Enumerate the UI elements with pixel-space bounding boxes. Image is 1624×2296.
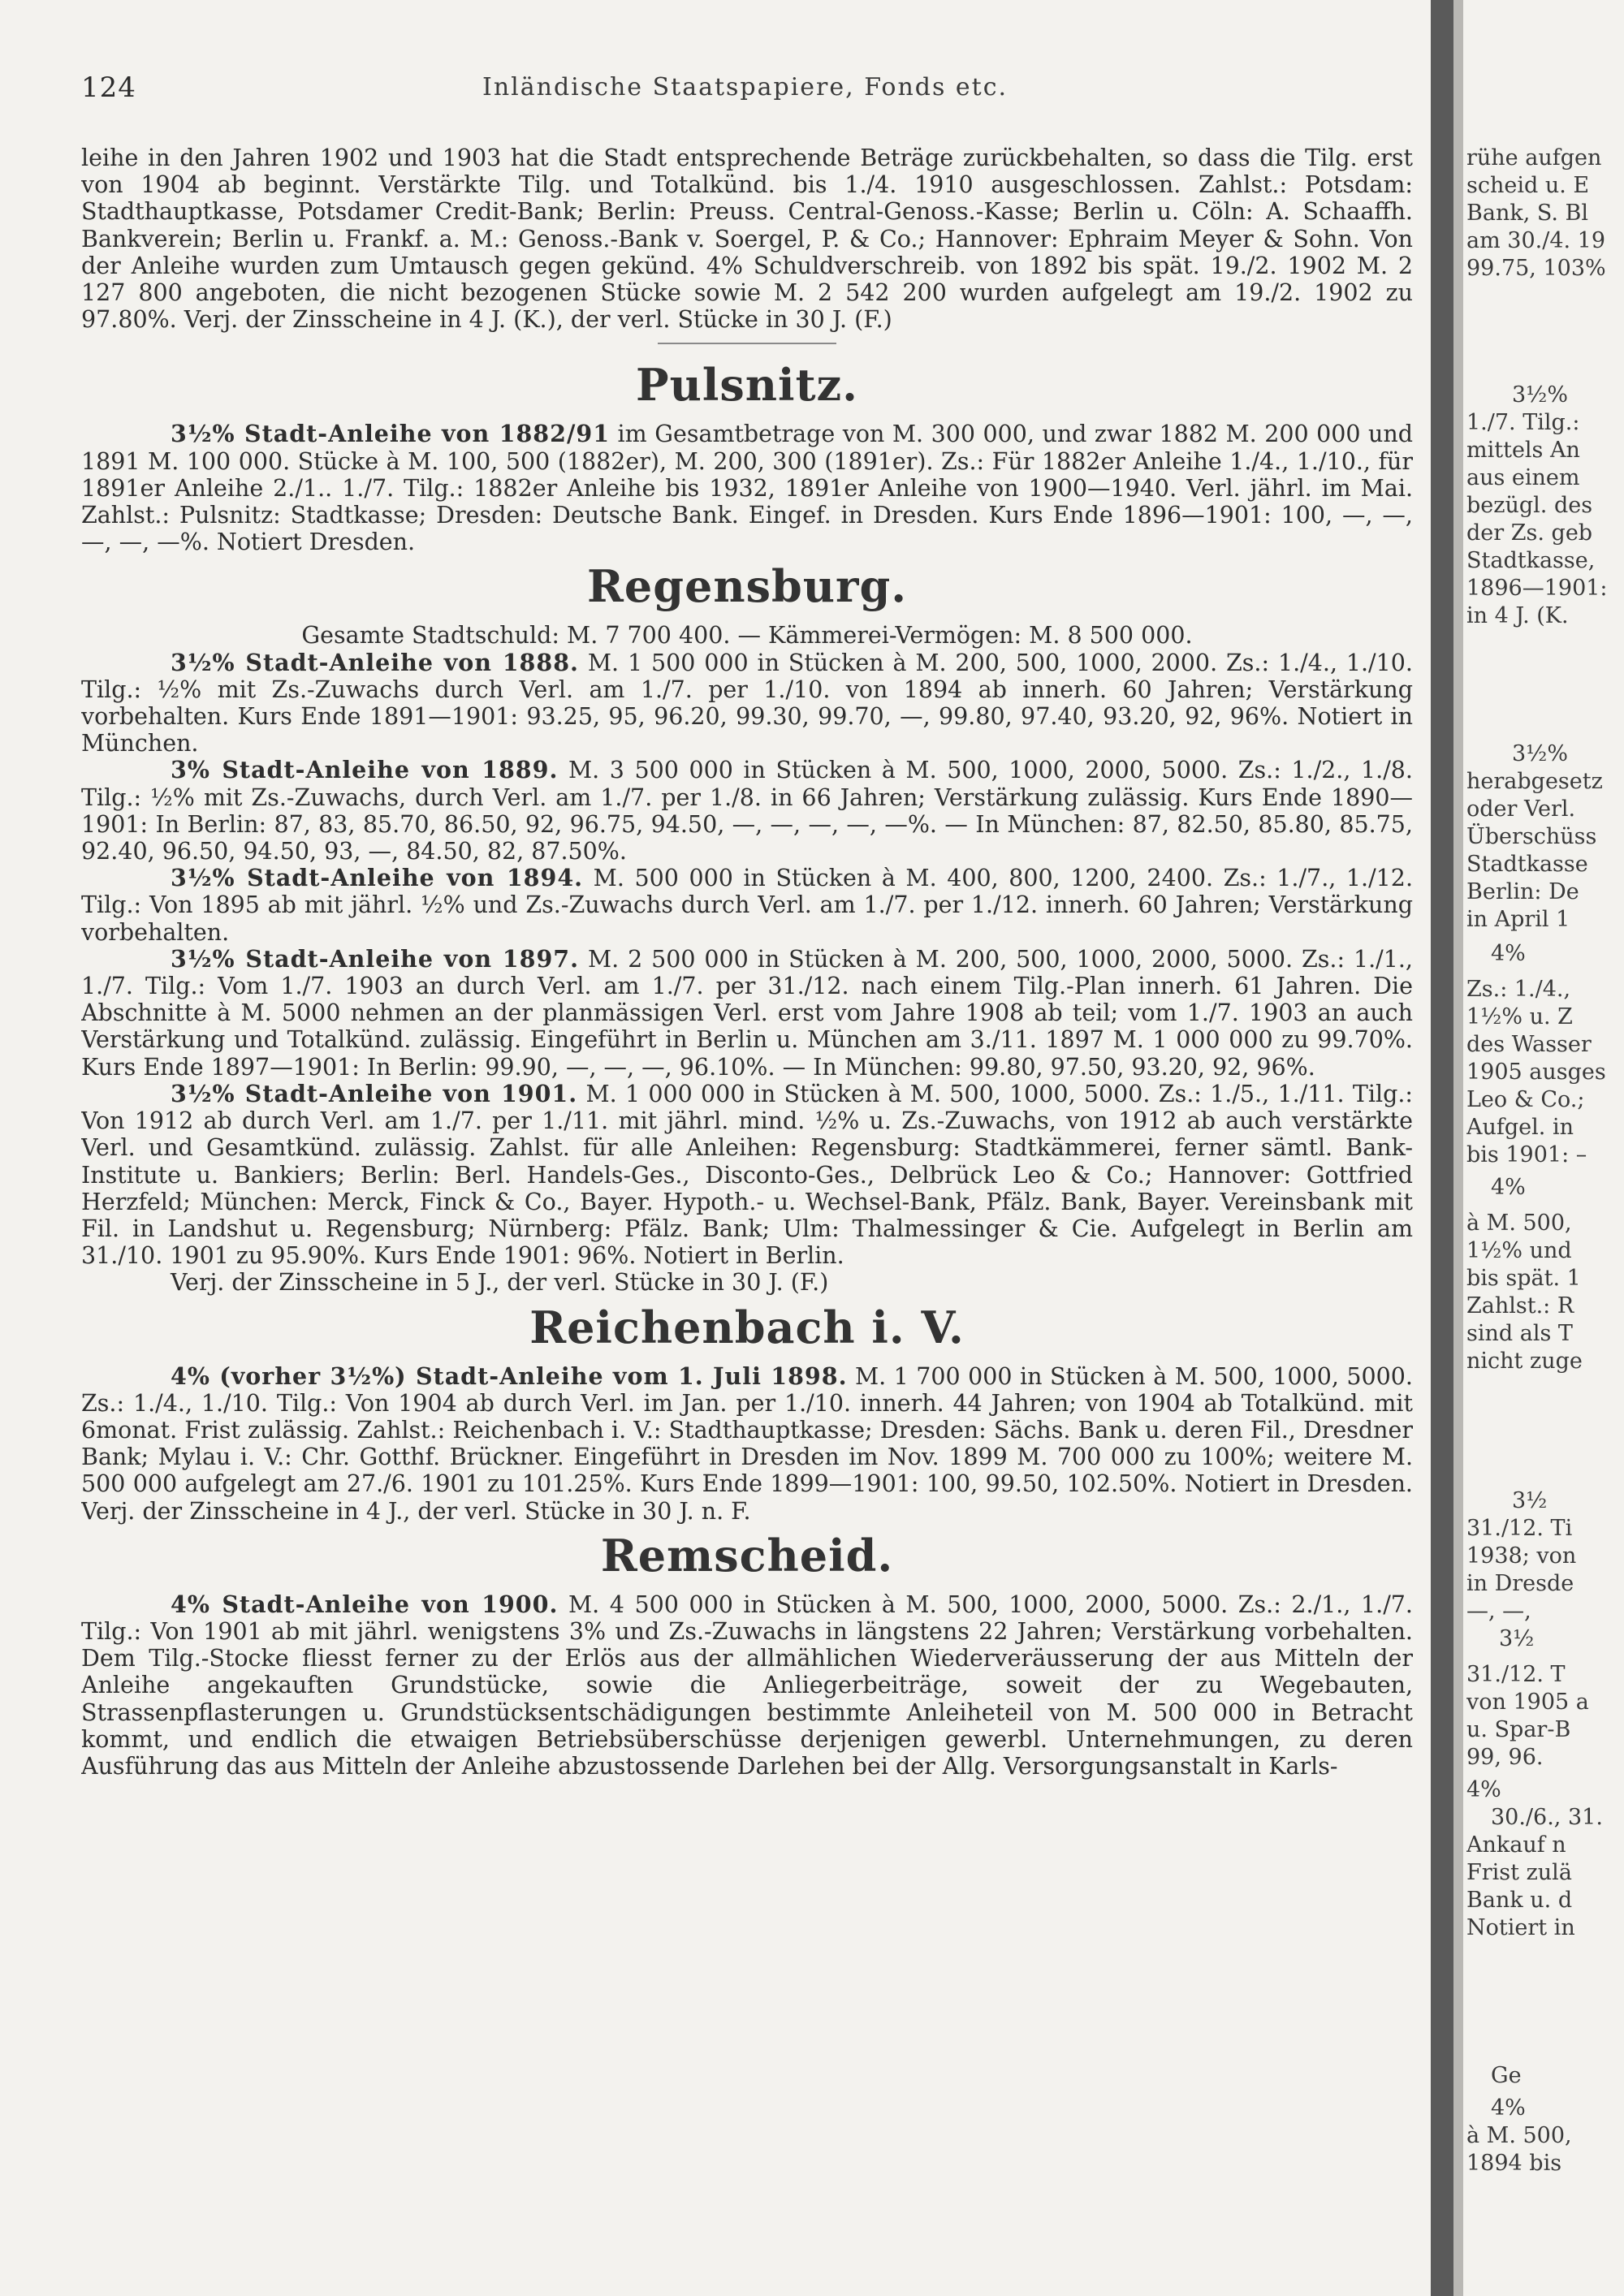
bond-text: M. 2 500 000 in Stücken à M. 200, 500, 1000, 2000, 5000. Zs.: 1./1., 1./7. Tilg.: Vom 1./7. 1903 an durch Verl. am 1./7. per 31./12. nach einem Tilg.-Plan innerh. 61 Jahren. Die Abschnitte à M. 5000 nehmen an der planmässigen Verl. erst vom Jahre 1908 ab teil; vom 1./7. 1903 an auch Verstärkung und Totalkünd. zulässig. Eingeführt in Berlin u. München am 3./11. 1897 M. 1 000 000 zu 99.70%. Kurs Ende 1897—1901: In Berlin: 99.90, —, —, —, 96.10%. — In München: 99.80, 97.50, 93.20, 92, 96%. xyxy=(81,945,1413,1081)
adjacent-page-fragment: Ankauf n xyxy=(1466,1832,1566,1858)
bond-text: im Gesamtbetrage von M. 300 000, und zwar 1882 M. 200 000 und 1891 M. 100 000. Stücke à M. 100, 500 (1882er), M. 200, 300 (1891er). Zs.: Für 1882er Anleihe 1./4., 1./10., für 1891er Anleihe 2./1.. 1./7. Tilg.: 1882er Anleihe bis 1932, 1891er Anleihe von 1900—1940. Verl. jährl. im Mai. Zahlst.: Pulsnitz: Stadtkasse; Dresden: Deutsche Bank. Eingef. in Dresden. Kurs Ende 1896—1901: 100, —, —, —, —, —%. Notiert Dresden. xyxy=(81,421,1413,556)
adjacent-page-fragment: 3½% xyxy=(1512,741,1569,766)
bond-title: 4% (vorher 3½%) Stadt-Anleihe vom 1. Juli 1898. xyxy=(171,1362,848,1390)
adjacent-page-fragment: 1./7. Tilg.: xyxy=(1466,410,1580,435)
adjacent-page-fragment: 1½% und xyxy=(1466,1238,1572,1263)
page-header xyxy=(81,71,1413,107)
adjacent-page-fragment: Leo & Co.; xyxy=(1466,1087,1585,1112)
adjacent-page-fragment: bezügl. des xyxy=(1466,493,1593,518)
adjacent-page-fragment: 4% xyxy=(1466,1777,1501,1802)
adjacent-page-fragment: 3½ xyxy=(1512,1488,1548,1513)
adjacent-page-fragment: 4% xyxy=(1491,941,1526,966)
bond-title: 3% Stadt-Anleihe von 1889. xyxy=(171,756,559,784)
bond-entry-regensburg-1894 xyxy=(81,865,1413,946)
adjacent-page-fragment: herabgesetz xyxy=(1466,769,1603,794)
adjacent-page-fragment: in 4 J. (K. xyxy=(1466,603,1569,628)
bond-entry-reichenbach xyxy=(81,1363,1413,1525)
adjacent-page-fragment: 1½% u. Z xyxy=(1466,1004,1573,1029)
adjacent-page-fragment: 4% xyxy=(1491,2095,1526,2121)
adjacent-page-fragment: Stadtkasse xyxy=(1466,852,1588,877)
adjacent-page-fragment: Ge xyxy=(1491,2063,1522,2088)
adjacent-page-fragment: à M. 500, xyxy=(1466,1211,1572,1236)
adjacent-page-fragment: Aufgel. in xyxy=(1466,1115,1574,1140)
bond-text: M. 4 500 000 in Stücken à M. 500, 1000, 2000, 5000. Zs.: 2./1., 1./7. Tilg.: Von 1901 ab mit jährl. wenigstens 3% und Zs.-Zuwachs in längstens 22 Jahren; Verstärkung vorbehalten. Dem Tilg.-Stocke fliesst ferner zu der Erlös aus der allmählichen Wiederveräusserung der aus Mitteln der Anleihe angekauften Grundstücke, sowie die Anliegerbeiträge, soweit der zu Wegebauten, Strassenpflasterungen u. Grundstücksentschädigungen bestimmte Anleiheteil von M. 500 000 in Betracht kommt, und endlich die etwaigen Betriebsüberschüsse derjenigen gewerbl. Unternehmungen, zu deren Ausführung das aus Mitteln der Anleihe abzustossende Darlehen bei der Allg. Versorgungsanstalt in Karls- xyxy=(81,1590,1413,1780)
bond-entry-pulsnitz xyxy=(81,421,1413,555)
adjacent-page-fragment: Bank, S. Bl xyxy=(1466,201,1589,226)
page-number: 124 xyxy=(81,71,136,104)
city-heading-regensburg: Regensburg. xyxy=(586,560,908,613)
book-gutter xyxy=(1431,0,1453,2296)
adjacent-page-fragment: 1896—1901: xyxy=(1466,576,1608,601)
adjacent-page-fragment: 30./6., 31. xyxy=(1491,1805,1603,1830)
adjacent-page-fragment: in Dresde xyxy=(1466,1571,1574,1596)
bond-entry-regensburg-1897 xyxy=(81,946,1413,1081)
adjacent-page-column xyxy=(1466,0,1624,2296)
bond-title: 3½% Stadt-Anleihe von 1901. xyxy=(171,1079,578,1107)
adjacent-page-fragment: der Zs. geb xyxy=(1466,520,1593,546)
section-divider xyxy=(658,343,836,344)
adjacent-page-fragment: scheid u. E xyxy=(1466,173,1590,198)
adjacent-page-fragment: Berlin: De xyxy=(1466,879,1579,904)
bond-text: M. 1 700 000 in Stücken à M. 500, 1000, 5000. Zs.: 1./4., 1./10. Tilg.: Von 1904 ab durch Verl. im Jan. per 1./10. innerh. 44 Jahren; von 1904 ab Totalkünd. mit 6monat. Frist zulässig. Zahlst.: Reichenbach i. V.: Stadthauptkasse; Dresden: Sächs. Bank u. deren Fil., Dresdner Bank; Mylau i. V.: Chr. Gotthf. Brückner. Eingeführt in Dresden im Nov. 1899 M. 700 000 zu 100%; weitere M. 500 000 aufgelegt am 27./6. 1901 zu 101.25%. Kurs Ende 1899—1901: 100, 99.50, 102.50%. Notiert in Dresden. Verj. der Zinsscheine in 4 J., der verl. Stücke in 30 J. n. F. xyxy=(81,1362,1413,1525)
bond-text: M. 1 500 000 in Stücken à M. 200, 500, 1000, 2000. Zs.: 1./4., 1./10. Tilg.: ½% mit Zs.-Zuwachs durch Verl. am 1./7. per 1./10. von 1894 ab innerh. 60 Jahren; Verstärkung vorbehalten. Kurs Ende 1891—1901: 93.25, 95, 96.20, 99.30, 99.70, —, 99.80, 97.40, 93.20, 92, 96%. Notiert in München. xyxy=(81,649,1413,757)
adjacent-page-fragment: Überschüss xyxy=(1466,824,1597,849)
adjacent-page-fragment: Zahlst.: R xyxy=(1466,1293,1574,1318)
main-column xyxy=(81,145,1413,2255)
adjacent-page-fragment: 1905 ausges xyxy=(1466,1060,1606,1085)
bond-entry-remscheid xyxy=(81,1591,1413,1780)
bond-entry-regensburg-1889 xyxy=(81,757,1413,865)
adjacent-page-fragment: bis 1901: – xyxy=(1466,1142,1587,1167)
adjacent-page-fragment: 3½ xyxy=(1499,1626,1535,1651)
adjacent-page-fragment: —, —, xyxy=(1466,1599,1531,1624)
adjacent-page-fragment: des Wasser xyxy=(1466,1032,1592,1057)
book-gutter-edge xyxy=(1453,0,1463,2296)
bond-text: M. 1 000 000 in Stücken à M. 500, 1000, 5000. Zs.: 1./5., 1./11. Tilg.: Von 1912 ab durch Verl. am 1./7. per 1./11. mit jährl. mind. ½% u. Zs.-Zuwachs, von 1912 ab auch verstärkte Verl. und Gesamtkünd. zulässig. Zahlst. für alle Anleihen: Regensburg: Stadtkämmerei, ferner sämtl. Bank-Institute u. Bankiers; Berlin: Berl. Handels-Ges., Disconto-Ges., Delbrück Leo & Co.; Hannover: Gottfried Herzfeld; München: Merck, Finck & Co., Bayer. Hypoth.- u. Wechsel-Bank, Pfälz. Bank, Bayer. Vereinsbank mit Fil. in Landshut u. Regensburg; Nürnberg: Pfälz. Bank; Ulm: Thalmessinger & Cie. Aufgelegt in Berlin am 31./10. 1901 zu 95.90%. Kurs Ende 1901: 96%. Notiert in Berlin. xyxy=(81,1080,1413,1270)
adjacent-page-fragment: 4% xyxy=(1491,1175,1526,1200)
adjacent-page-fragment: in April 1 xyxy=(1466,907,1570,932)
bond-title: 4% Stadt-Anleihe von 1900. xyxy=(171,1590,559,1618)
adjacent-page-fragment: 99.75, 103% xyxy=(1466,256,1606,281)
adjacent-page-fragment: à M. 500, xyxy=(1466,2123,1572,2148)
adjacent-page-fragment: u. Spar-B xyxy=(1466,1717,1571,1742)
bond-text: M. 3 500 000 in Stücken à M. 500, 1000, 2000, 5000. Zs.: 1./2., 1./8. Tilg.: ½% mit Zs.-Zuwachs, durch Verl. am 1./7. per 1./8. in 66 Jahren; Verstärkung zulässig. Kurs Ende 1890—1901: In Berlin: 87, 83, 85.70, 86.50, 92, 96.75, 94.50, —, —, —, —, —%. — In München: 87, 82.50, 85.80, 85.75, 92.40, 96.50, 94.50, 93, —, 84.50, 82, 87.50%. xyxy=(81,757,1413,865)
adjacent-page-fragment: bis spät. 1 xyxy=(1466,1266,1581,1291)
adjacent-page-fragment: rühe aufgen xyxy=(1466,145,1602,170)
city-subtitle-regensburg: Gesamte Stadtschuld: M. 7 700 400. — Kämmerei-Vermögen: M. 8 500 000. xyxy=(301,622,1193,650)
adjacent-page-fragment: 1894 bis xyxy=(1466,2151,1562,2176)
adjacent-page-fragment: am 30./4. 19 xyxy=(1466,228,1606,253)
adjacent-page-fragment: Bank u. d xyxy=(1466,1888,1573,1913)
bond-entry-regensburg-1901 xyxy=(81,1081,1413,1269)
bond-title: 3½% Stadt-Anleihe von 1882/91 xyxy=(171,420,611,448)
city-heading-reichenbach: Reichenbach i. V. xyxy=(529,1301,965,1353)
adjacent-page-fragment: aus einem xyxy=(1466,465,1580,490)
adjacent-page-fragment: Notiert in xyxy=(1466,1915,1575,1940)
bond-title: 3½% Stadt-Anleihe von 1894. xyxy=(171,864,584,892)
bond-title: 3½% Stadt-Anleihe von 1888. xyxy=(171,648,579,676)
adjacent-page-fragment: nicht zuge xyxy=(1466,1349,1583,1374)
adjacent-page-fragment: Frist zulä xyxy=(1466,1860,1572,1885)
adjacent-page-fragment: oder Verl. xyxy=(1466,796,1576,822)
adjacent-page-fragment: 1938; von xyxy=(1466,1543,1577,1569)
adjacent-page-fragment: 31./12. Ti xyxy=(1466,1516,1573,1541)
bond-text: M. 500 000 in Stücken à M. 400, 800, 1200, 2400. Zs.: 1./7., 1./12. Tilg.: Von 1895 ab mit jährl. ½% und Zs.-Zuwachs durch Verl. am 1./7. per 1./12. innerh. 60 Jahren; Verstärkung vorbehalten. xyxy=(81,865,1413,946)
city-heading-pulsnitz: Pulsnitz. xyxy=(636,359,858,412)
adjacent-page-fragment: Stadtkasse, xyxy=(1466,548,1596,573)
bond-title: 3½% Stadt-Anleihe von 1897. xyxy=(171,944,580,973)
intro-paragraph: leihe in den Jahren 1902 und 1903 hat die Stadt entsprechende Beträge zurückbehalten, so dass die Tilg. erst von 1904 ab beginnt. Verstärkte Tilg. und Totalkünd. bis 1./4. 1910 ausgeschlossen. Zahlst.: Potsdam: Stadthauptkasse, Potsdamer Credit-Bank; Berlin: Preuss. Central-Genoss.-Kasse; Berlin u. Cöln: A. Schaaffh. Bankverein; Berlin u. Frankf. a. M.: Genoss.-Bank v. Soergel, P. & Co.; Hannover: Ephraim Meyer & Sohn. Von der Anleihe wurden zum Umtausch gegen gekünd. 4% Schuldverschreib. von 1892 bis spät. 19./2. 1902 M. 2 127 800 angeboten, die nicht bezogenen Stücke sowie M. 2 542 200 wurden aufgelegt am 19./2. 1902 zu 97.80%. Verj. der Zinsscheine in 4 J. (K.), der verl. Stücke in 30 J. (F.) xyxy=(81,145,1413,334)
verjaehrung-note: Verj. der Zinsscheine in 5 J., der verl. Stücke in 30 J. (F.) xyxy=(171,1269,829,1297)
adjacent-page-fragment: von 1905 a xyxy=(1466,1690,1589,1715)
adjacent-page-fragment: 3½% xyxy=(1512,382,1569,408)
city-heading-remscheid: Remscheid. xyxy=(600,1529,894,1582)
adjacent-page-fragment: mittels An xyxy=(1466,438,1580,463)
running-title: Inländische Staatspapiere, Fonds etc. xyxy=(482,73,1009,101)
adjacent-page-fragment: 31./12. T xyxy=(1466,1662,1566,1687)
adjacent-page-fragment: Zs.: 1./4., xyxy=(1466,977,1571,1002)
bond-entry-regensburg-1888 xyxy=(81,650,1413,757)
adjacent-page-fragment: sind als T xyxy=(1466,1321,1573,1346)
adjacent-page-fragment: 99, 96. xyxy=(1466,1745,1544,1770)
